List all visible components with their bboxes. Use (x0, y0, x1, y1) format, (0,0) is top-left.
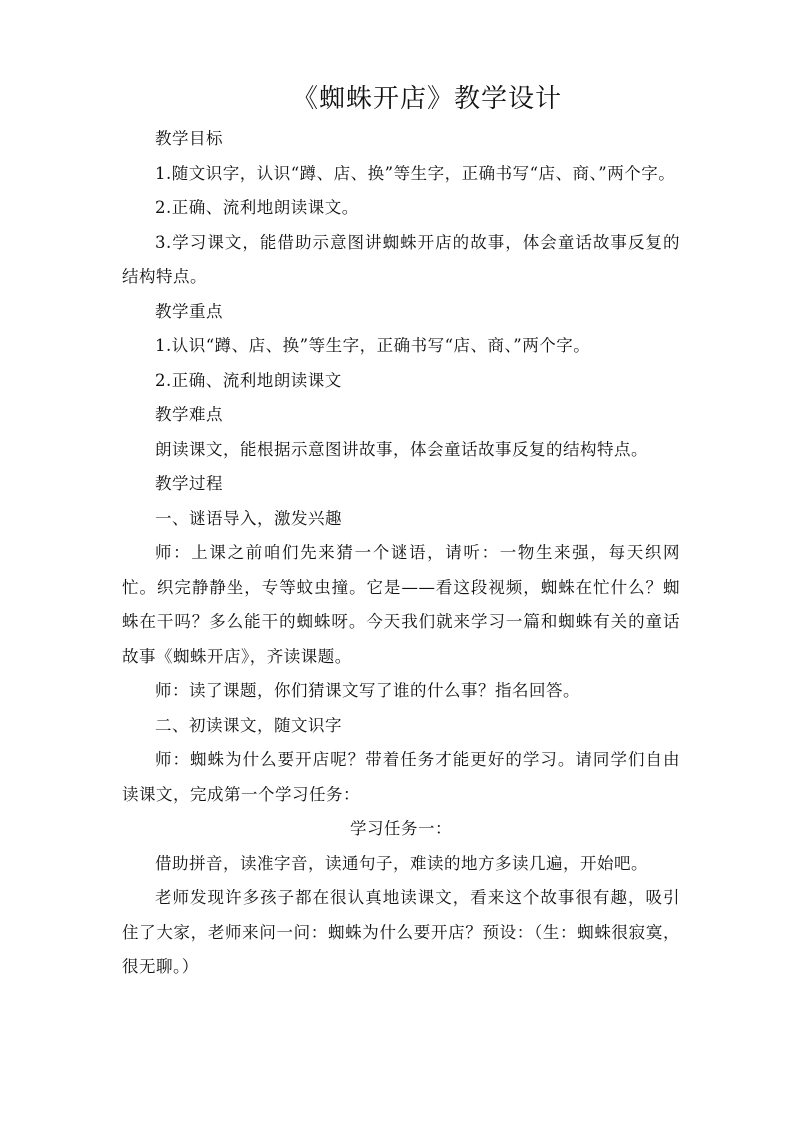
section-heading-key-points: 教学重点 (155, 301, 223, 321)
step-heading-1: 一、谜语导入，激发兴趣 (155, 508, 342, 528)
document-body (122, 122, 680, 985)
step-heading-2: 二、初读课文，随文识字 (155, 715, 342, 735)
key-point-item-1: 1.认识“蹲、店、换”等生字，正确书写“店、商、”两个字。 (155, 336, 591, 355)
objective-item-2: 2.正确、流利地朗读课文。 (155, 198, 359, 217)
objective-item-1: 1.随文识字，认识“蹲、店、换”等生字，正确书写“店、商、”两个字。 (155, 163, 676, 183)
key-point-item-2: 2.正确、流利地朗读课文 (155, 370, 342, 390)
body-paragraph: 师：读了课题，你们猜课文写了谁的什么事？指名回答。 (155, 681, 580, 700)
body-paragraph: 师：上课之前咱们先来猜一个谜语，请听：一物生来强，每天织网忙。织完静静坐，专等蚊虫撞。它是——看这段视频，蜘蛛在忙什么？蜘蛛在干吗？多么能干的蜘蛛呀。今天我们就来学习一篇和蜘蛛有关的童话故事《蜘蛛开店》，齐读课题。 (122, 543, 680, 666)
task-heading: 学习任务一： (350, 819, 452, 838)
body-paragraph: 借助拼音，读准字音，读通句子，难读的地方多读几遍，开始吧。 (155, 853, 648, 873)
document-title: 《蜘蛛开店》教学设计 (291, 84, 562, 114)
section-heading-difficulties: 教学难点 (155, 405, 223, 424)
body-paragraph: 师：蜘蛛为什么要开店呢？带着任务才能更好的学习。请同学们自由读课文，完成第一个学习任务： (122, 750, 680, 804)
section-heading-process: 教学过程 (155, 474, 223, 493)
difficulty-paragraph: 朗读课文，能根据示意图讲故事，体会童话故事反复的结构特点。 (155, 439, 648, 459)
body-paragraph: 老师发现许多孩子都在很认真地读课文，看来这个故事很有趣，吸引住了大家，老师来问一问：蜘蛛为什么要开店？预设：（生：蜘蛛很寂寞，很无聊。） (122, 888, 680, 976)
section-heading-objectives: 教学目标 (155, 129, 223, 148)
objective-item-3: 3.学习课文，能借助示意图讲蜘蛛开店的故事，体会童话故事反复的结构特点。 (122, 232, 680, 286)
